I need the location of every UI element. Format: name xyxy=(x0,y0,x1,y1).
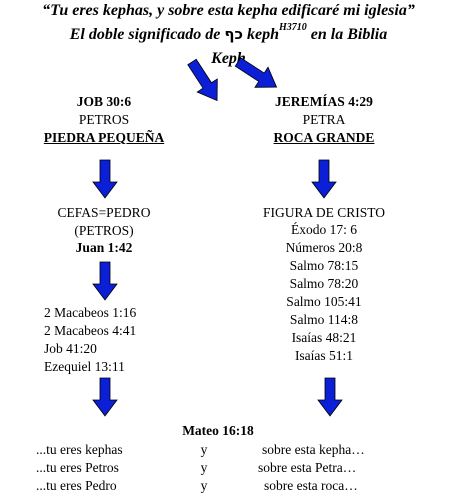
right-ref-item: Salmo 78:15 xyxy=(289,258,359,273)
arrow-down-icon xyxy=(93,262,117,300)
arrow-down-icon xyxy=(93,378,117,416)
row-y: y xyxy=(200,442,208,457)
subtitle-keph: keph xyxy=(243,26,280,43)
right-ref: JEREMÍAS 4:29 xyxy=(275,94,373,109)
subtitle-pre: El doble significado de xyxy=(69,26,225,43)
arrow-down-icon xyxy=(93,160,117,198)
right-meaning: ROCA GRANDE xyxy=(273,130,375,145)
row-y: y xyxy=(200,478,208,493)
right-ref-item: Salmo 78:20 xyxy=(289,276,359,291)
strong-number: H3710 xyxy=(279,22,307,33)
left-name1: CEFAS=PEDRO xyxy=(57,205,151,220)
row-left: ...tu eres Pedro xyxy=(36,478,117,493)
left-name-ref: Juan 1:42 xyxy=(75,240,133,255)
left-word: PETROS xyxy=(78,112,130,127)
right-figure: FIGURA DE CRISTO xyxy=(262,205,386,220)
right-ref-item: Éxodo 17: 6 xyxy=(291,222,357,237)
keph-label: Keph xyxy=(211,50,246,67)
subtitle-post: en la Biblia xyxy=(306,26,388,43)
left-name2: (PETROS) xyxy=(74,223,134,238)
left-ref-item: 2 Macabeos 1:16 xyxy=(44,305,137,320)
arrow-right-diagonal-icon xyxy=(231,52,283,97)
right-ref-item: Números 20:8 xyxy=(285,240,363,255)
right-word: PETRA xyxy=(302,112,346,127)
quote-title: “Tu eres kephas, y sobre esta kepha edificaré mi iglesia” xyxy=(42,2,415,19)
right-ref-item: Salmo 114:8 xyxy=(289,312,359,327)
right-ref-item: Salmo 105:41 xyxy=(286,294,362,309)
right-ref-item: Isaías 48:21 xyxy=(291,330,357,345)
arrow-down-icon xyxy=(318,378,342,416)
row-right: sobre esta Petra… xyxy=(258,460,357,475)
row-right: sobre esta kepha… xyxy=(262,442,365,457)
row-left: ...tu eres Petros xyxy=(36,460,119,475)
bottom-ref: Mateo 16:18 xyxy=(182,423,254,438)
hebrew-word: כף xyxy=(224,25,244,43)
right-ref-item: Isaías 51:1 xyxy=(294,348,354,363)
arrow-down-icon xyxy=(312,160,336,198)
row-left: ...tu eres kephas xyxy=(36,442,123,457)
row-right: sobre esta roca… xyxy=(264,478,358,493)
left-ref-item: Job 41:20 xyxy=(44,341,97,356)
left-ref-item: 2 Macabeos 4:41 xyxy=(44,323,137,338)
left-ref: JOB 30:6 xyxy=(76,94,132,109)
left-ref-item: Ezequiel 13:11 xyxy=(44,359,125,374)
arrow-left-diagonal-icon xyxy=(182,55,227,107)
row-y: y xyxy=(200,460,208,475)
left-meaning: PIEDRA PEQUEÑA xyxy=(43,130,165,145)
